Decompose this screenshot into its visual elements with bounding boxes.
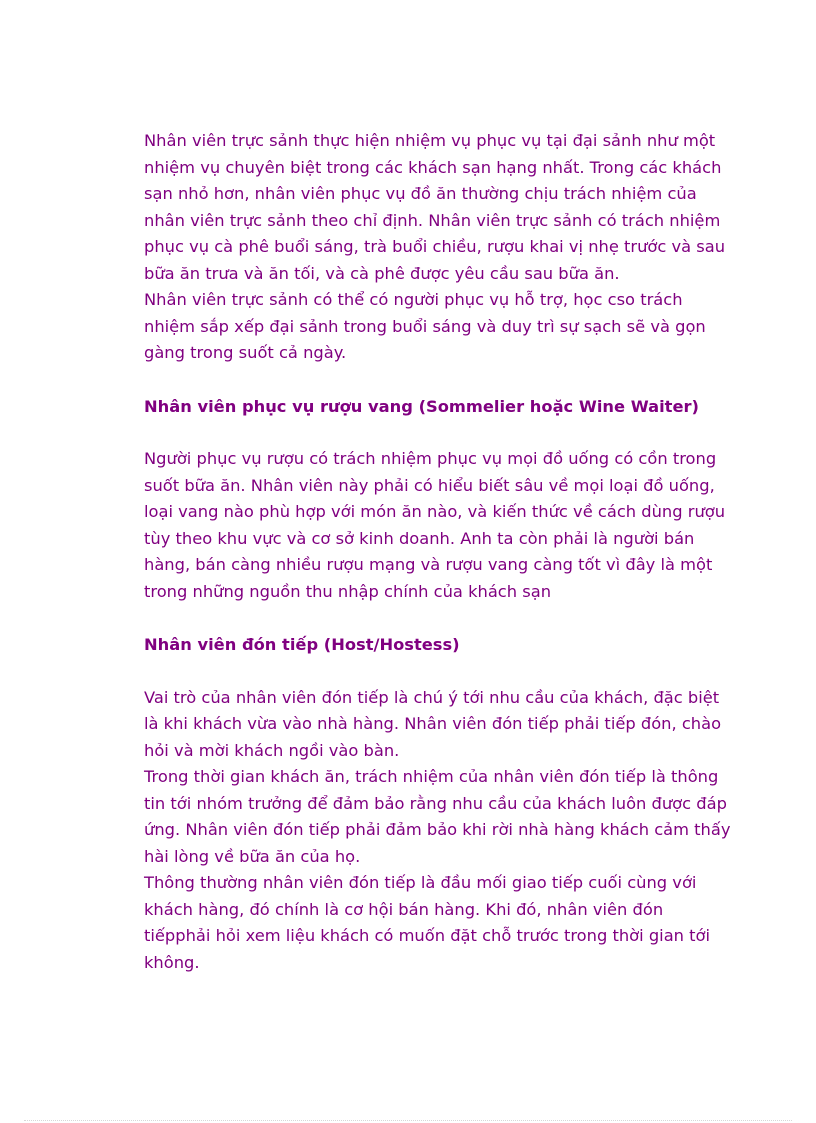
text-line: Nhân viên trực sảnh thực hiện nhiệm vụ phục vụ tại đại sảnh như một xyxy=(144,131,716,150)
text-line: tin tới nhóm trưởng để đảm bảo rằng nhu cầu của khách luôn được đáp xyxy=(144,793,727,813)
host-during-meal-paragraph xyxy=(144,764,734,870)
text-line: trong những nguồn thu nhập chính của khách sạn xyxy=(144,581,552,601)
spacer xyxy=(144,659,734,685)
text-line: khách hàng, đó chính là cơ hội bán hàng. Khi đó, nhân viên đón xyxy=(144,899,664,919)
text-line: là khi khách vừa vào nhà hàng. Nhân viên đón tiếp phải tiếp đón, chào xyxy=(144,714,722,733)
sommelier-paragraph xyxy=(144,446,734,605)
text-line: Vai trò của nhân viên đón tiếp là chú ý tới nhu cầu của khách, đặc biệt xyxy=(144,687,720,707)
text-line: loại vang nào phù hợp với món ăn nào, và kiến thức về cách dùng rượu xyxy=(144,502,726,521)
text-line: sạn nhỏ hơn, nhân viên phục vụ đồ ăn thường chịu trách nhiệm của xyxy=(144,184,697,203)
text-line: không. xyxy=(144,952,200,972)
text-line: nhân viên trực sảnh theo chỉ định. Nhân viên trực sảnh có trách nhiệm xyxy=(144,210,721,230)
spacer xyxy=(144,367,734,394)
text-line: nhiệm vụ chuyên biệt trong các khách sạn hạng nhất. Trong các khách xyxy=(144,157,722,177)
host-heading: Nhân viên đón tiếp (Host/Hostess) xyxy=(144,635,460,654)
text-line: hỏi và mời khách ngồi vào bàn. xyxy=(144,740,400,760)
lobby-staff-paragraph xyxy=(144,128,734,287)
text-line: Người phục vụ rượu có trách nhiệm phục vụ mọi đồ uống có cồn trong xyxy=(144,449,717,468)
host-farewell-paragraph xyxy=(144,870,734,976)
document-body xyxy=(144,128,734,976)
host-role-paragraph xyxy=(144,685,734,765)
lobby-staff-support-paragraph xyxy=(144,287,734,367)
text-line: nhiệm sắp xếp đại sảnh trong buổi sáng và duy trì sự sạch sẽ và gọn xyxy=(144,316,706,336)
text-line: suốt bữa ăn. Nhân viên này phải có hiểu biết sâu về mọi loại đồ uống, xyxy=(144,475,715,495)
footer-divider xyxy=(24,1120,792,1121)
sommelier-heading: Nhân viên phục vụ rượu vang (Sommelier hoặc Wine Waiter) xyxy=(144,396,699,416)
text-line: Nhân viên trực sảnh có thể có người phục vụ hỗ trợ, học cso trách xyxy=(144,290,683,309)
text-line: hàng, bán càng nhiều rượu mạng và rượu vang càng tốt vì đây là một xyxy=(144,555,713,574)
text-line: bữa ăn trưa và ăn tối, và cà phê được yêu cầu sau bữa ăn. xyxy=(144,263,620,283)
text-line: hài lòng về bữa ăn của họ. xyxy=(144,846,361,866)
spacer xyxy=(144,605,734,632)
text-line: tùy theo khu vực và cơ sở kinh doanh. Anh ta còn phải là người bán xyxy=(144,528,695,548)
spacer xyxy=(144,420,734,446)
text-line: tiếpphải hỏi xem liệu khách có muốn đặt chỗ trước trong thời gian tới xyxy=(144,926,711,945)
text-line: phục vụ cà phê buổi sáng, trà buổi chiều, rượu khai vị nhẹ trước và sau xyxy=(144,237,726,256)
text-line: Trong thời gian khách ăn, trách nhiệm của nhân viên đón tiếp là thông xyxy=(144,767,719,786)
text-line: ứng. Nhân viên đón tiếp phải đảm bảo khi rời nhà hàng khách cảm thấy xyxy=(144,820,731,839)
text-line: gàng trong suốt cả ngày. xyxy=(144,343,347,362)
text-line: Thông thường nhân viên đón tiếp là đầu mối giao tiếp cuối cùng với xyxy=(144,873,697,892)
